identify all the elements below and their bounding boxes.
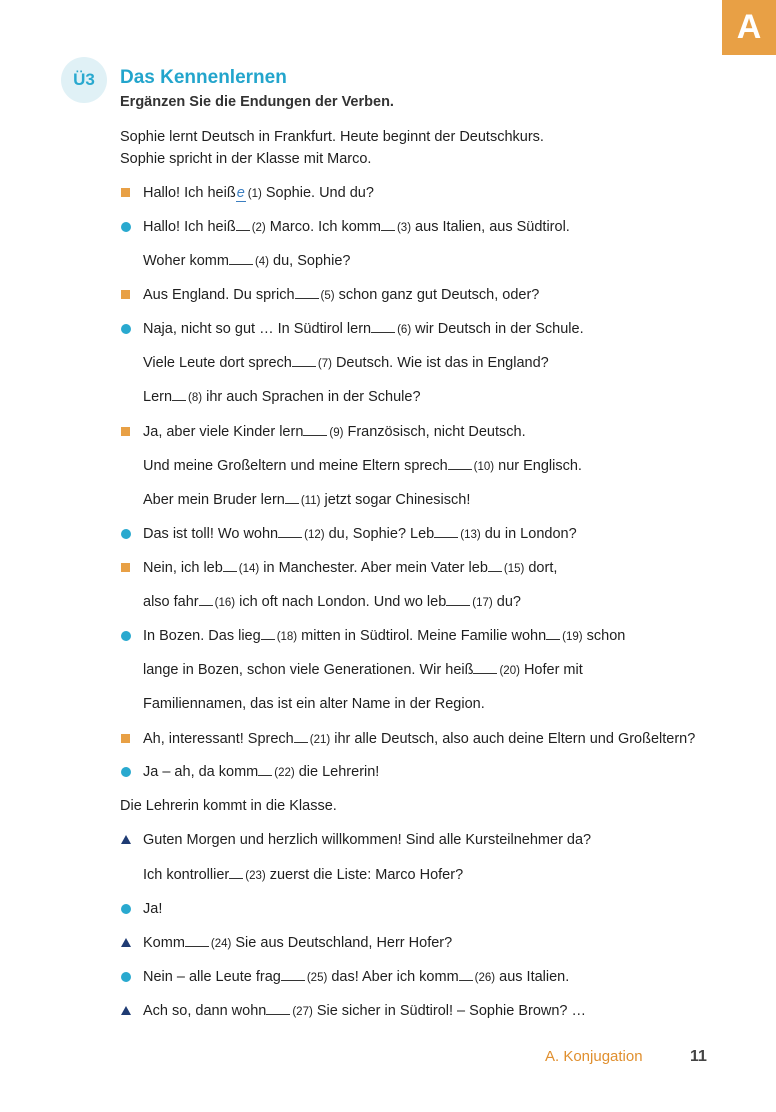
dialogue-text: Sophie. Und du? <box>261 185 374 201</box>
blank-number: (22) <box>274 767 295 779</box>
dialogue-line <box>143 933 452 954</box>
dialogue-text: Ja, aber viele Kinder lern <box>143 424 304 440</box>
blank-number: (25) <box>306 972 328 984</box>
dialogue-line <box>143 1001 586 1022</box>
teacher-speaker-icon <box>121 835 131 844</box>
blank-number: (19) <box>562 631 583 643</box>
sophie-speaker-icon <box>121 734 130 743</box>
dialogue-text: Nein, ich leb <box>143 560 223 576</box>
dialogue-line <box>143 490 470 511</box>
dialogue-text: Viele Leute dort sprech <box>143 355 292 371</box>
dialogue-text: schon ganz gut Deutsch, oder? <box>334 287 540 303</box>
answer-blank[interactable] <box>371 320 395 333</box>
dialogue-text: Komm <box>143 935 185 951</box>
exercise-title: Das Kennenlernen <box>120 67 287 88</box>
dialogue-text: Ach so, dann wohn <box>143 1003 267 1019</box>
blank-number: (9) <box>329 427 344 439</box>
blank-number: (14) <box>238 563 260 575</box>
dialogue-text: lange in Bozen, schon viele Generationen. Wir heiß <box>143 662 474 678</box>
dialogue-line <box>143 762 379 783</box>
blank-number: (11) <box>300 495 321 507</box>
teacher-speaker-icon <box>121 1006 131 1015</box>
sophie-speaker-icon <box>121 427 130 436</box>
dialogue-text: Hallo! Ich heiß <box>143 185 236 201</box>
answer-blank[interactable] <box>185 934 209 947</box>
dialogue-text: schon <box>582 628 626 644</box>
answer-blank[interactable] <box>236 218 250 231</box>
dialogue-text: nur Englisch. <box>494 458 582 474</box>
dialogue-line <box>143 626 625 647</box>
dialogue-text: die Lehrerin! <box>294 764 380 780</box>
dialogue-text: du in London? <box>480 526 577 542</box>
blank-number: (23) <box>245 870 266 882</box>
dialogue-text: ihr auch Sprachen in der Schule? <box>202 389 421 405</box>
answer-blank[interactable] <box>381 218 395 231</box>
marco-speaker-icon <box>121 767 131 777</box>
dialogue-text: Naja, nicht so gut … In Südtirol lern <box>143 321 372 337</box>
dialogue-line <box>143 285 539 306</box>
intro-line: Sophie lernt Deutsch in Frankfurt. Heute beginnt der Deutschkurs. <box>120 129 544 145</box>
dialogue-text: ich oft nach London. Und wo leb <box>235 594 447 610</box>
answer-blank[interactable] <box>199 593 213 606</box>
dialogue-text: In Bozen. Das lieg <box>143 628 261 644</box>
dialogue-text: Französisch, nicht Deutsch. <box>343 424 526 440</box>
teacher-speaker-icon <box>121 938 131 947</box>
intro-line: Sophie spricht in der Klasse mit Marco. <box>120 151 372 167</box>
answer-blank[interactable] <box>295 286 319 299</box>
page-number: 11 <box>690 1048 707 1065</box>
dialogue-line <box>143 387 421 408</box>
answer-blank[interactable] <box>278 525 302 538</box>
dialogue-line <box>143 422 526 443</box>
dialogue-text: Marco. Ich komm <box>265 219 381 235</box>
dialogue-text: zuerst die Liste: Marco Hofer? <box>265 867 464 883</box>
dialogue-text: du, Sophie? Leb <box>324 526 435 542</box>
dialogue-text: Das ist toll! Wo wohn <box>143 526 279 542</box>
dialogue-text: Deutsch. Wie ist das in England? <box>331 355 549 371</box>
blank-number: (21) <box>309 734 331 746</box>
dialogue-line <box>143 353 549 374</box>
dialogue-line <box>143 558 557 579</box>
answer-blank[interactable] <box>229 866 243 879</box>
sophie-speaker-icon <box>121 188 130 197</box>
answer-blank[interactable] <box>172 388 186 401</box>
dialogue-text: also fahr <box>143 594 199 610</box>
answer-blank[interactable] <box>223 559 237 572</box>
answer-blank[interactable] <box>459 968 473 981</box>
blank-number: (12) <box>304 529 325 541</box>
blank-number: (17) <box>472 597 493 609</box>
dialogue-text: Ja – ah, da komm <box>143 764 259 780</box>
dialogue-text: Ah, interessant! Sprech <box>143 731 294 747</box>
dialogue-line <box>143 830 591 850</box>
dialogue-line <box>143 967 569 988</box>
dialogue-text: mitten in Südtirol. Meine Familie wohn <box>297 628 547 644</box>
dialogue-line <box>143 524 577 545</box>
blank-number: (26) <box>474 972 496 984</box>
dialogue-line <box>143 865 463 886</box>
dialogue-text: Sie aus Deutschland, Herr Hofer? <box>231 935 453 951</box>
answer-blank[interactable] <box>266 1002 290 1015</box>
marco-speaker-icon <box>121 324 131 334</box>
dialogue-text: dort, <box>524 560 558 576</box>
answer-blank[interactable] <box>285 491 299 504</box>
exercise-instruction: Ergänzen Sie die Endungen der Verben. <box>120 94 394 110</box>
dialogue-line <box>143 217 570 238</box>
answer-blank[interactable] <box>258 763 272 776</box>
answer-blank[interactable] <box>294 730 308 743</box>
marco-speaker-icon <box>121 972 131 982</box>
sophie-speaker-icon <box>121 563 130 572</box>
dialogue-line <box>143 660 583 681</box>
dialogue-text: Hallo! Ich heiß <box>143 219 236 235</box>
dialogue-text: Familiennamen, das ist ein alter Name in der Region. <box>143 696 485 712</box>
dialogue-text: wir Deutsch in der Schule. <box>411 321 584 337</box>
blank-number: (5) <box>320 290 335 302</box>
dialogue-text: Sie sicher in Südtirol! – Sophie Brown? … <box>312 1003 587 1019</box>
dialogue-line <box>143 729 695 750</box>
narration-line: Die Lehrerin kommt in die Klasse. <box>120 798 337 814</box>
dialogue-line <box>143 319 584 340</box>
answer-blank[interactable] <box>434 525 458 538</box>
dialogue-line <box>143 694 485 714</box>
answer-blank[interactable] <box>229 252 253 265</box>
dialogue-text: Nein – alle Leute frag <box>143 969 281 985</box>
blank-number: (6) <box>397 324 412 336</box>
answer-blank[interactable] <box>488 559 502 572</box>
dialogue-text: aus Italien, aus Südtirol. <box>411 219 570 235</box>
answer-blank[interactable] <box>292 354 316 367</box>
blank-number: (8) <box>188 392 203 404</box>
footer-section-title: A. Konjugation <box>545 1048 643 1065</box>
blank-number: (10) <box>473 461 495 473</box>
dialogue-text: Und meine Großeltern und meine Eltern sprech <box>143 458 448 474</box>
dialogue-line <box>143 183 374 204</box>
answer-blank[interactable] <box>446 593 470 606</box>
dialogue-line <box>143 251 350 272</box>
dialogue-text: Guten Morgen und herzlich willkommen! Sind alle Kursteilnehmer da? <box>143 832 592 848</box>
dialogue-text: jetzt sogar Chinesisch! <box>320 492 471 508</box>
blank-number: (13) <box>460 529 481 541</box>
dialogue-text: du? <box>492 594 521 610</box>
dialogue-text: Ich kontrollier <box>143 867 230 883</box>
dialogue-text: in Manchester. Aber mein Vater leb <box>259 560 488 576</box>
example-answer: e <box>236 185 245 201</box>
dialogue-text: ihr alle Deutsch, also auch deine Eltern und Großeltern? <box>330 731 696 747</box>
blank-number: (18) <box>276 631 298 643</box>
dialogue-line <box>143 899 162 919</box>
dialogue-text: Woher komm <box>143 253 229 269</box>
dialogue-text: Lern <box>143 389 173 405</box>
dialogue-text: du, Sophie? <box>269 253 351 269</box>
blank-number: (3) <box>396 222 412 234</box>
dialogue-text: Aber mein Bruder lern <box>143 492 285 508</box>
blank-number: (16) <box>214 597 236 609</box>
blank-number: (4) <box>254 256 270 268</box>
marco-speaker-icon <box>121 904 131 914</box>
dialogue-line <box>143 456 582 477</box>
blank-number: (20) <box>499 665 520 677</box>
dialogue-text: Aus England. Du sprich <box>143 287 295 303</box>
answer-blank[interactable] <box>281 968 305 981</box>
dialogue-line <box>143 592 521 613</box>
answer-blank[interactable] <box>261 627 275 640</box>
dialogue-text: Ja! <box>143 901 163 917</box>
answer-blank[interactable] <box>303 423 327 436</box>
sophie-speaker-icon <box>121 290 130 299</box>
answer-blank[interactable] <box>448 457 472 470</box>
marco-speaker-icon <box>121 631 131 641</box>
dialogue-text: aus Italien. <box>495 969 570 985</box>
answer-blank[interactable] <box>546 627 560 640</box>
exercise-badge: Ü3 <box>61 57 107 103</box>
dialogue-text: das! Aber ich komm <box>327 969 459 985</box>
blank-number: (7) <box>317 358 332 370</box>
blank-number: (24) <box>210 938 232 950</box>
marco-speaker-icon <box>121 529 131 539</box>
blank-number: (27) <box>292 1006 313 1018</box>
answer-blank[interactable] <box>473 661 497 674</box>
chapter-tab: A <box>722 0 776 55</box>
blank-number: (15) <box>503 563 525 575</box>
marco-speaker-icon <box>121 222 131 232</box>
blank-number: (2) <box>251 222 266 234</box>
blank-number: (1) <box>247 188 262 200</box>
dialogue-text: Hofer mit <box>519 662 583 678</box>
